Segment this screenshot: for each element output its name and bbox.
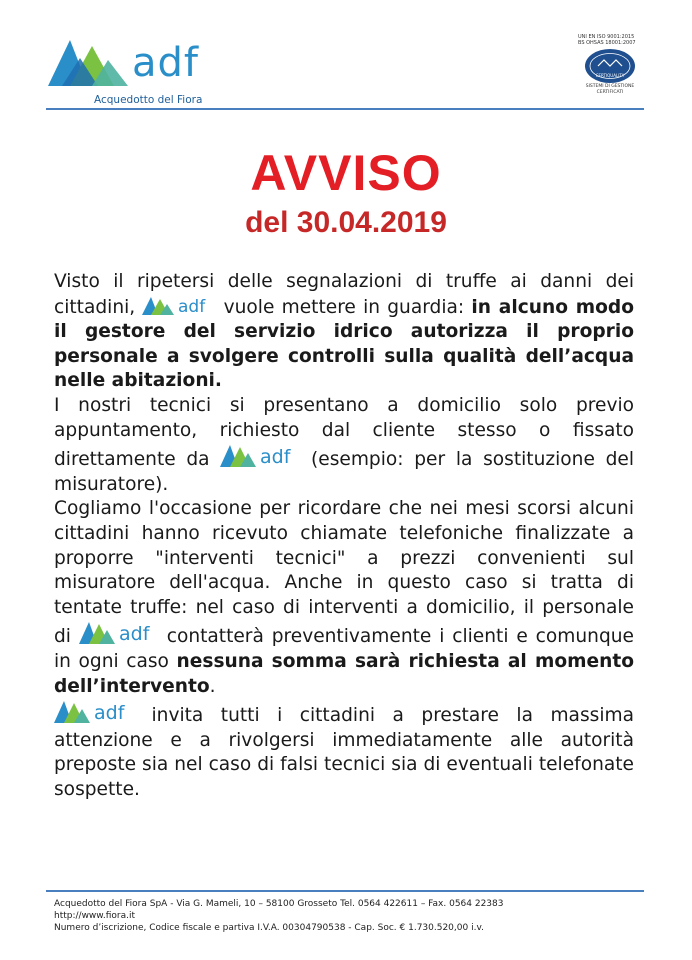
notice-date: del 30.04.2019	[245, 206, 447, 239]
p1-bold-warning: in alcuno modo il gestore del servizio idrico autorizza il proprio personale a svolgere controlli sulla qualità dell’acqua nelle abitazioni.	[54, 296, 634, 392]
p3-text-a: Cogliamo l'occasione per ricordare che nei mesi scorsi alcuni cittadini hanno ricevuto chiamate telefoniche finalizzate a proporre "interventi tecnici" a prezzi convenienti sul misuratore dell'acqua. Anche in questo caso si tratta di tentate truffe: nel caso di interventi a domicilio, il personale di	[54, 498, 634, 648]
inline-logo-text: adf	[94, 702, 125, 725]
inline-logo-text: adf	[118, 623, 150, 646]
cert-footer-1: SISTEMI DI GESTIONE	[585, 84, 635, 89]
footer-registration: Numero d’iscrizione, Codice fiscale e partiva I.V.A. 00304790538 - Cap. Soc. € 1.730.520,00 i.v.	[54, 923, 484, 933]
cert-ohsas-line: BS OHSAS 18001:2007	[578, 40, 636, 46]
certification-badge	[570, 34, 650, 104]
footer-website-link[interactable]: http://www.fiora.it	[54, 911, 135, 921]
paragraph-1	[54, 270, 634, 394]
p2-text-b: (esempio: per la sostituzione del misuratore).	[54, 449, 634, 495]
p1-text-b: vuole mettere in guardia:	[223, 296, 465, 318]
paragraph-2	[54, 394, 634, 497]
p3-text-b: contatterà preventivamente i clienti e comunque in ogni caso	[54, 626, 634, 672]
cert-seal-text: CERTIQUALITY	[595, 73, 625, 78]
cert-footer-2: CERTIFICATI	[596, 89, 624, 95]
paragraph-3	[54, 497, 634, 699]
adf-inline-logo-icon	[142, 295, 216, 317]
footer	[54, 898, 654, 934]
adf-inline-logo-icon	[54, 699, 134, 725]
p3-period: .	[209, 675, 216, 697]
paragraph-4	[54, 699, 634, 802]
notice-title: AVVISO	[250, 145, 442, 201]
adf-mountain-icon	[48, 36, 130, 88]
inline-logo-text: adf	[178, 296, 206, 317]
logo-wordmark: adf	[132, 40, 199, 86]
p2-text-a: I nostri tecnici si presentano a domicilio solo previo appuntamento, richiesto dal cliente stesso o fissato direttamente da	[54, 394, 634, 471]
header-divider	[46, 108, 644, 110]
inline-logo-text: adf	[260, 446, 291, 469]
adf-inline-logo-icon	[220, 443, 300, 469]
notice-body	[54, 270, 634, 802]
certiquality-seal-icon	[584, 48, 636, 84]
p1-text-a: Visto il ripetersi delle segnalazioni di truffe ai danni dei cittadini,	[54, 271, 634, 318]
footer-divider	[46, 890, 644, 892]
adf-inline-logo-icon	[79, 620, 159, 646]
adf-logo	[48, 36, 248, 108]
footer-address: Acquedotto del Fiora SpA - Via G. Mameli, 10 – 58100 Grosseto Tel. 0564 422611 – Fax. 0564 22383	[54, 899, 504, 909]
cert-iso-line: UNI EN ISO 9001:2015	[578, 34, 635, 40]
logo-subtitle: Acquedotto del Fiora	[94, 94, 203, 106]
p3-bold-warning: nessuna somma sarà richiesta al momento dell’intervento	[54, 650, 634, 697]
p4-text: invita tutti i cittadini a prestare la massima attenzione e a rivolgersi immediatamente alle autorità preposte sia nel caso di falsi tecnici sia di eventuali telefonate sospette.	[54, 705, 635, 800]
letterhead	[0, 0, 692, 110]
